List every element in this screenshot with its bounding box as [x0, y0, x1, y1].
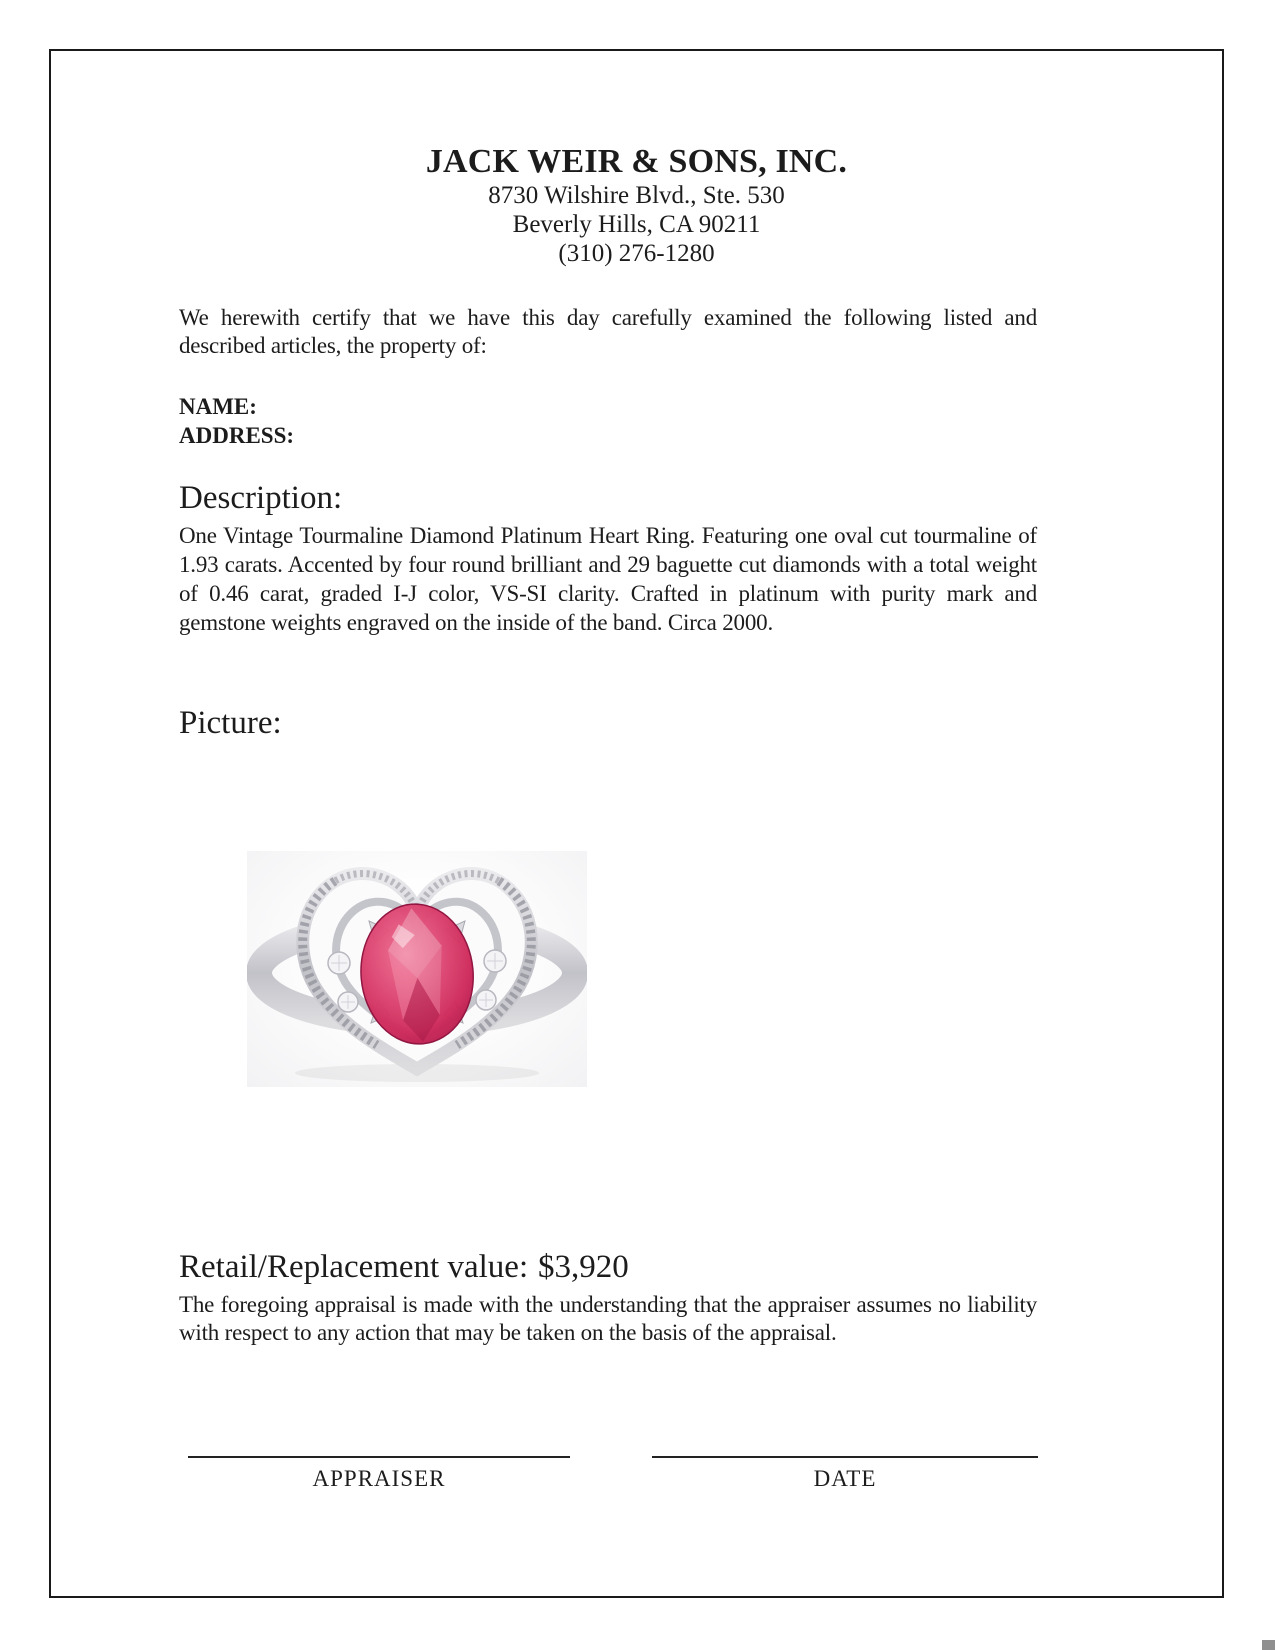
- address-label: ADDRESS:: [179, 423, 295, 448]
- appraiser-signature-line: [188, 1456, 570, 1492]
- owner-fields: [179, 392, 1037, 450]
- company-phone: (310) 276-1280: [558, 240, 715, 267]
- certification-text: We herewith certify that we have this day carefully examined the following listed and described articles, the property of:: [179, 305, 1037, 358]
- name-label: NAME:: [179, 394, 257, 419]
- picture-heading: Picture:: [179, 705, 282, 741]
- disclaimer-text: The foregoing appraisal is made with the understanding that the appraiser assumes no liability with respect to any action that may be taken on the basis of the appraisal.: [179, 1292, 1037, 1345]
- valuation-heading: [179, 1247, 1037, 1287]
- document-border: [49, 49, 1224, 1598]
- ring-photo: [247, 851, 587, 1087]
- company-name: JACK WEIR & SONS, INC.: [425, 143, 848, 180]
- appraiser-label: APPRAISER: [312, 1466, 446, 1491]
- scan-artifact: [1262, 1640, 1275, 1650]
- ring-illustration: [247, 851, 587, 1087]
- description-text: One Vintage Tourmaline Diamond Platinum Heart Ring. Featuring one oval cut tourmaline of 1.93 carats. Accented by four round brilliant and 29 baguette cut diamonds with a total weight of 0.46 carat, graded I-J color, VS-SI clarity. Crafted in platinum with purity mark and gemstone weights engraved on the inside of the band. Circa 2000.: [179, 523, 1037, 635]
- date-label: DATE: [813, 1466, 877, 1491]
- date-signature-line: [652, 1456, 1038, 1492]
- valuation-amount: $3,920: [538, 1249, 629, 1285]
- company-street: 8730 Wilshire Blvd., Ste. 530: [488, 182, 785, 209]
- letterhead: [51, 143, 1222, 268]
- valuation-label: Retail/Replacement value:: [179, 1249, 529, 1285]
- description-heading: Description:: [179, 480, 343, 516]
- company-city: Beverly Hills, CA 90211: [512, 211, 761, 238]
